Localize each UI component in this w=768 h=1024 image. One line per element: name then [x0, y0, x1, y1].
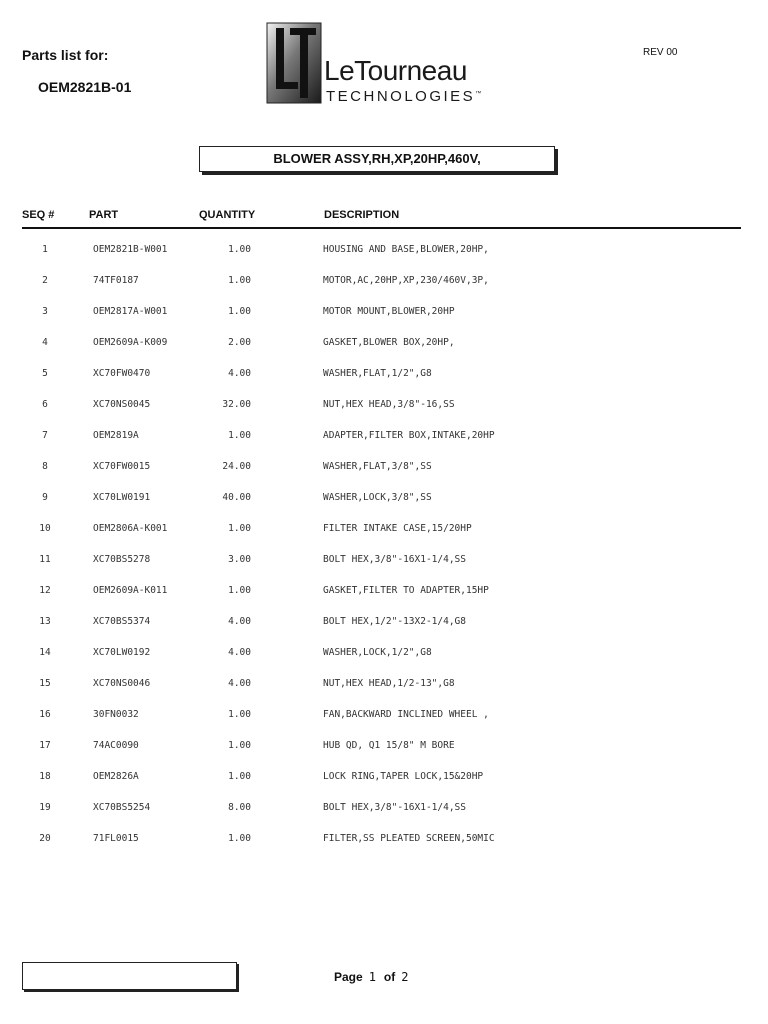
row-part-number: XC70LW0192	[93, 647, 151, 658]
row-quantity: 1.00	[228, 771, 251, 782]
table-row	[0, 606, 768, 637]
row-description: HUB QD, Q1 15/8" M BORE	[323, 740, 455, 751]
table-row	[0, 823, 768, 854]
table-row	[0, 575, 768, 606]
row-description: WASHER,FLAT,3/8",SS	[323, 461, 432, 472]
row-seq: 10	[39, 523, 51, 534]
row-description: WASHER,LOCK,1/2",G8	[323, 647, 432, 658]
row-description: GASKET,BLOWER BOX,20HP,	[323, 337, 455, 348]
row-seq: 4	[42, 337, 48, 348]
row-seq: 2	[42, 275, 48, 286]
row-description: FILTER,SS PLEATED SCREEN,50MIC	[323, 833, 495, 844]
page-current: 1	[368, 970, 376, 984]
row-description: LOCK RING,TAPER LOCK,15&20HP	[323, 771, 484, 782]
table-row	[0, 234, 768, 265]
row-quantity: 1.00	[228, 306, 251, 317]
row-part-number: OEM2817A-W001	[93, 306, 168, 317]
table-row	[0, 544, 768, 575]
table-row	[0, 792, 768, 823]
row-part-number: 71FL0015	[93, 833, 139, 844]
row-description: NUT,HEX HEAD,1/2-13",G8	[323, 678, 455, 689]
row-description: ADAPTER,FILTER BOX,INTAKE,20HP	[323, 430, 495, 441]
row-quantity: 1.00	[228, 740, 251, 751]
row-seq: 15	[39, 678, 51, 689]
row-description: FAN,BACKWARD INCLINED WHEEL ,	[323, 709, 489, 720]
row-description: NUT,HEX HEAD,3/8"-16,SS	[323, 399, 455, 410]
row-quantity: 4.00	[228, 368, 251, 379]
row-part-number: XC70BS5374	[93, 616, 151, 627]
table-row	[0, 730, 768, 761]
of-label: of	[383, 970, 396, 984]
assembly-part-number: OEM2821B-01	[38, 79, 132, 95]
row-seq: 18	[39, 771, 51, 782]
row-quantity: 1.00	[228, 244, 251, 255]
row-quantity: 24.00	[222, 461, 251, 472]
row-seq: 5	[42, 368, 48, 379]
row-description: FILTER INTAKE CASE,15/20HP	[323, 523, 472, 534]
row-quantity: 1.00	[228, 523, 251, 534]
row-seq: 20	[39, 833, 51, 844]
row-seq: 17	[39, 740, 51, 751]
row-quantity: 1.00	[228, 709, 251, 720]
row-seq: 7	[42, 430, 48, 441]
table-row	[0, 420, 768, 451]
row-seq: 3	[42, 306, 48, 317]
row-description: MOTOR MOUNT,BLOWER,20HP	[323, 306, 455, 317]
row-part-number: XC70BS5278	[93, 554, 151, 565]
row-quantity: 1.00	[228, 275, 251, 286]
row-part-number: 74TF0187	[93, 275, 139, 286]
row-quantity: 32.00	[222, 399, 251, 410]
row-quantity: 1.00	[228, 430, 251, 441]
table-row	[0, 451, 768, 482]
table-row	[0, 668, 768, 699]
row-description: BOLT HEX,1/2"-13X2-1/4,G8	[323, 616, 466, 627]
footer-box	[22, 962, 237, 990]
row-seq: 12	[39, 585, 51, 596]
row-part-number: OEM2821B-W001	[93, 244, 168, 255]
row-quantity: 3.00	[228, 554, 251, 565]
row-part-number: XC70FW0015	[93, 461, 151, 472]
row-description: WASHER,FLAT,1/2",G8	[323, 368, 432, 379]
row-part-number: XC70LW0191	[93, 492, 151, 503]
row-description: HOUSING AND BASE,BLOWER,20HP,	[323, 244, 489, 255]
table-row	[0, 389, 768, 420]
header-divider	[22, 227, 741, 229]
row-quantity: 1.00	[228, 833, 251, 844]
table-row	[0, 296, 768, 327]
row-quantity: 2.00	[228, 337, 251, 348]
row-quantity: 40.00	[222, 492, 251, 503]
row-part-number: OEM2826A	[93, 771, 139, 782]
row-quantity: 4.00	[228, 647, 251, 658]
row-description: MOTOR,AC,20HP,XP,230/460V,3P,	[323, 275, 489, 286]
logo-subtitle: TECHNOLOGIES™	[326, 88, 482, 105]
row-seq: 8	[42, 461, 48, 472]
column-header-seq: SEQ #	[22, 209, 55, 221]
row-part-number: XC70NS0045	[93, 399, 151, 410]
company-logo	[266, 22, 496, 106]
row-part-number: OEM2609A-K009	[93, 337, 168, 348]
row-quantity: 4.00	[228, 616, 251, 627]
page-total: 2	[401, 970, 409, 984]
row-quantity: 1.00	[228, 585, 251, 596]
page-label: Page	[334, 970, 363, 984]
table-row	[0, 513, 768, 544]
row-seq: 14	[39, 647, 51, 658]
row-seq: 9	[42, 492, 48, 503]
row-part-number: 30FN0032	[93, 709, 139, 720]
row-seq: 16	[39, 709, 51, 720]
row-part-number: 74AC0090	[93, 740, 139, 751]
row-seq: 1	[42, 244, 48, 255]
table-row	[0, 358, 768, 389]
row-quantity: 4.00	[228, 678, 251, 689]
page-indicator	[334, 970, 416, 984]
row-seq: 13	[39, 616, 51, 627]
table-row	[0, 327, 768, 358]
revision-label: REV 00	[643, 47, 678, 58]
assembly-title: BLOWER ASSY,RH,XP,20HP,460V,	[199, 146, 555, 172]
table-row	[0, 265, 768, 296]
table-row	[0, 761, 768, 792]
row-part-number: XC70FW0470	[93, 368, 151, 379]
row-description: BOLT HEX,3/8"-16X1-1/4,SS	[323, 802, 466, 813]
column-header-quantity: QUANTITY	[199, 209, 256, 221]
logo-wordmark: LeTourneau	[324, 55, 467, 86]
row-seq: 11	[39, 554, 51, 565]
table-row	[0, 699, 768, 730]
row-seq: 6	[42, 399, 48, 410]
row-part-number: XC70BS5254	[93, 802, 151, 813]
parts-list-label: Parts list for:	[22, 47, 109, 63]
row-description: WASHER,LOCK,3/8",SS	[323, 492, 432, 503]
row-quantity: 8.00	[228, 802, 251, 813]
row-description: BOLT HEX,3/8"-16X1-1/4,SS	[323, 554, 466, 565]
column-header-description: DESCRIPTION	[324, 209, 400, 221]
lt-logo-icon	[266, 22, 322, 104]
parts-table	[0, 234, 768, 854]
table-row	[0, 637, 768, 668]
row-part-number: OEM2819A	[93, 430, 139, 441]
column-header-part: PART	[89, 209, 119, 221]
table-row	[0, 482, 768, 513]
row-seq: 19	[39, 802, 51, 813]
row-part-number: OEM2806A-K001	[93, 523, 168, 534]
row-part-number: OEM2609A-K011	[93, 585, 168, 596]
row-part-number: XC70NS0046	[93, 678, 151, 689]
row-description: GASKET,FILTER TO ADAPTER,15HP	[323, 585, 489, 596]
